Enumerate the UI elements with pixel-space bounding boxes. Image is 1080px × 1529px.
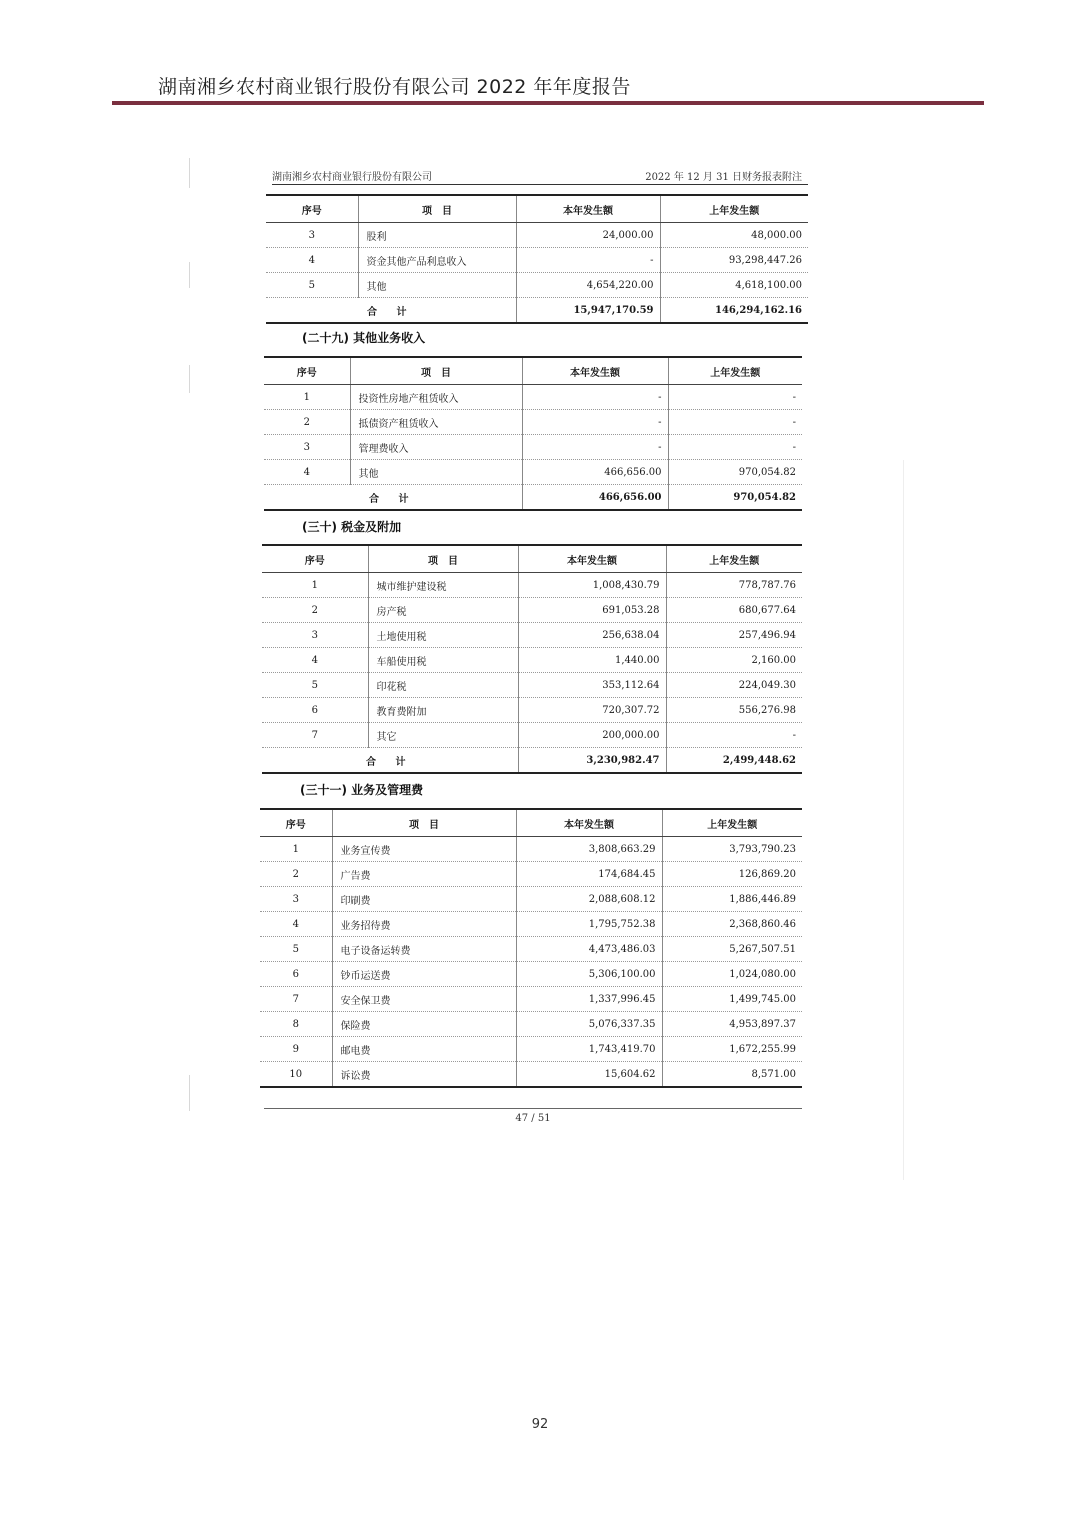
sheet-header	[272, 166, 808, 185]
row-item: 电子设备运转费	[332, 937, 516, 962]
table-row	[262, 698, 802, 723]
row-item: 投资性房地产租赁收入	[350, 385, 522, 410]
table-row	[262, 648, 802, 673]
row-prior: 4,618,100.00	[660, 273, 808, 298]
col-header-seq: 序号	[262, 545, 368, 573]
row-prior: 93,298,447.26	[660, 248, 808, 273]
row-seq: 3	[260, 887, 332, 912]
row-item: 广告费	[332, 862, 516, 887]
row-prior: 1,024,080.00	[662, 962, 802, 987]
row-current: 353,112.64	[518, 673, 666, 698]
row-seq: 2	[262, 598, 368, 623]
col-header-seq: 序号	[266, 195, 358, 223]
table-row	[262, 598, 802, 623]
row-seq: 3	[262, 623, 368, 648]
col-header-prior: 上年发生额	[668, 357, 802, 385]
row-prior: 680,677.64	[666, 598, 802, 623]
row-prior: 224,049.30	[666, 673, 802, 698]
table-row	[264, 460, 802, 485]
row-current: 256,638.04	[518, 623, 666, 648]
row-seq: 6	[262, 698, 368, 723]
row-item: 资金其他产品利息收入	[358, 248, 516, 273]
row-current: -	[522, 435, 668, 460]
report-header-title: 湖南湘乡农村商业银行股份有限公司 2022 年年度报告	[158, 76, 631, 98]
table-row	[260, 987, 802, 1012]
page-number: 92	[531, 1417, 549, 1432]
sheet-footer-rule	[264, 1108, 802, 1109]
row-current: 3,808,663.29	[516, 837, 662, 862]
table-business-admin-expenses	[260, 808, 802, 1088]
total-label: 合 计	[262, 748, 518, 774]
col-header-prior: 上年发生额	[666, 545, 802, 573]
row-prior: 4,953,897.37	[662, 1012, 802, 1037]
row-seq: 5	[266, 273, 358, 298]
section-title-business-admin-expenses: (三十一) 业务及管理费	[300, 783, 424, 797]
row-item: 抵债资产租赁收入	[350, 410, 522, 435]
sheet-page-indicator: 47 / 51	[515, 1113, 551, 1124]
total-row	[266, 298, 808, 324]
table-row	[260, 962, 802, 987]
row-current: 1,008,430.79	[518, 573, 666, 598]
row-current: 1,337,996.45	[516, 987, 662, 1012]
total-row	[262, 748, 802, 774]
row-prior: -	[666, 723, 802, 748]
table-row	[260, 862, 802, 887]
row-item: 土地使用税	[368, 623, 518, 648]
row-item: 业务宣传费	[332, 837, 516, 862]
row-item: 印刷费	[332, 887, 516, 912]
row-item: 安全保卫费	[332, 987, 516, 1012]
row-seq: 7	[260, 987, 332, 1012]
row-item: 其他	[350, 460, 522, 485]
row-prior: 8,571.00	[662, 1062, 802, 1088]
col-header-seq: 序号	[260, 809, 332, 837]
row-seq: 2	[264, 410, 350, 435]
row-current: -	[522, 385, 668, 410]
row-current: 5,306,100.00	[516, 962, 662, 987]
table-other-business-income	[264, 356, 802, 511]
table-investment-income-cont	[266, 194, 808, 324]
scan-edge-mark	[903, 460, 904, 1180]
table-row	[262, 673, 802, 698]
row-seq: 1	[260, 837, 332, 862]
row-item: 房产税	[368, 598, 518, 623]
row-seq: 4	[262, 648, 368, 673]
row-prior: 3,793,790.23	[662, 837, 802, 862]
scan-edge-mark	[189, 1075, 190, 1111]
scan-edge-mark	[189, 262, 190, 288]
row-current: 1,743,419.70	[516, 1037, 662, 1062]
section-title-other-business-income: (二十九) 其他业务收入	[302, 331, 426, 345]
row-current: 691,053.28	[518, 598, 666, 623]
table-row	[266, 273, 808, 298]
table-row	[260, 937, 802, 962]
row-seq: 9	[260, 1037, 332, 1062]
row-seq: 8	[260, 1012, 332, 1037]
row-seq: 4	[266, 248, 358, 273]
row-current: 15,604.62	[516, 1062, 662, 1088]
section-title-taxes-surcharges: (三十) 税金及附加	[302, 520, 402, 534]
col-header-item: 项 目	[332, 809, 516, 837]
row-prior: 126,869.20	[662, 862, 802, 887]
scan-edge-mark	[189, 365, 190, 393]
row-item: 保险费	[332, 1012, 516, 1037]
table-row	[260, 1062, 802, 1088]
row-current: -	[516, 248, 660, 273]
col-header-prior: 上年发生额	[662, 809, 802, 837]
row-prior: 48,000.00	[660, 223, 808, 248]
row-prior: 778,787.76	[666, 573, 802, 598]
row-prior: 1,886,446.89	[662, 887, 802, 912]
total-current: 3,230,982.47	[518, 748, 666, 774]
col-header-current: 本年发生额	[518, 545, 666, 573]
scanned-sheet	[258, 160, 808, 1132]
row-current: 466,656.00	[522, 460, 668, 485]
total-prior: 2,499,448.62	[666, 748, 802, 774]
table-row	[262, 573, 802, 598]
table-row	[264, 385, 802, 410]
row-seq: 3	[264, 435, 350, 460]
table-row	[260, 1012, 802, 1037]
row-seq: 5	[262, 673, 368, 698]
sheet-doc-title: 2022 年 12 月 31 日财务报表附注	[645, 172, 802, 183]
row-seq: 1	[264, 385, 350, 410]
row-prior: 556,276.98	[666, 698, 802, 723]
row-item: 其它	[368, 723, 518, 748]
total-label: 合 计	[266, 298, 516, 324]
row-item: 诉讼费	[332, 1062, 516, 1088]
row-prior: -	[668, 385, 802, 410]
row-current: 1,440.00	[518, 648, 666, 673]
total-label: 合 计	[264, 485, 522, 511]
row-item: 业务招待费	[332, 912, 516, 937]
total-prior: 146,294,162.16	[660, 298, 808, 324]
row-current: 4,473,486.03	[516, 937, 662, 962]
table-row	[262, 623, 802, 648]
table-row	[266, 223, 808, 248]
row-item: 城市维护建设税	[368, 573, 518, 598]
row-item: 股利	[358, 223, 516, 248]
table-row	[260, 837, 802, 862]
row-seq: 1	[262, 573, 368, 598]
report-header-rule	[112, 101, 984, 105]
table-row	[260, 912, 802, 937]
row-current: 24,000.00	[516, 223, 660, 248]
table-row	[264, 410, 802, 435]
row-seq: 2	[260, 862, 332, 887]
row-prior: -	[668, 410, 802, 435]
col-header-seq: 序号	[264, 357, 350, 385]
row-seq: 6	[260, 962, 332, 987]
row-prior: 2,160.00	[666, 648, 802, 673]
total-current: 466,656.00	[522, 485, 668, 511]
row-seq: 10	[260, 1062, 332, 1088]
row-prior: 1,499,745.00	[662, 987, 802, 1012]
row-item: 车船使用税	[368, 648, 518, 673]
col-header-prior: 上年发生额	[660, 195, 808, 223]
row-seq: 4	[260, 912, 332, 937]
col-header-current: 本年发生额	[516, 195, 660, 223]
table-row	[260, 887, 802, 912]
row-seq: 3	[266, 223, 358, 248]
col-header-item: 项 目	[368, 545, 518, 573]
row-item: 邮电费	[332, 1037, 516, 1062]
table-row	[262, 723, 802, 748]
row-current: 174,684.45	[516, 862, 662, 887]
row-prior: 2,368,860.46	[662, 912, 802, 937]
sheet-company: 湖南湘乡农村商业银行股份有限公司	[272, 172, 432, 183]
col-header-item: 项 目	[358, 195, 516, 223]
row-prior: 970,054.82	[668, 460, 802, 485]
row-prior: 1,672,255.99	[662, 1037, 802, 1062]
row-prior: 5,267,507.51	[662, 937, 802, 962]
col-header-item: 项 目	[350, 357, 522, 385]
row-current: 1,795,752.38	[516, 912, 662, 937]
col-header-current: 本年发生额	[516, 809, 662, 837]
table-taxes-surcharges	[262, 544, 802, 774]
row-current: 720,307.72	[518, 698, 666, 723]
col-header-current: 本年发生额	[522, 357, 668, 385]
row-prior: 257,496.94	[666, 623, 802, 648]
row-item: 管理费收入	[350, 435, 522, 460]
total-row	[264, 485, 802, 511]
row-seq: 7	[262, 723, 368, 748]
row-item: 教育费附加	[368, 698, 518, 723]
table-row	[266, 248, 808, 273]
row-current: 2,088,608.12	[516, 887, 662, 912]
row-item: 印花税	[368, 673, 518, 698]
scan-edge-mark	[189, 158, 190, 188]
row-item: 钞币运送费	[332, 962, 516, 987]
total-current: 15,947,170.59	[516, 298, 660, 324]
row-prior: -	[668, 435, 802, 460]
row-current: 4,654,220.00	[516, 273, 660, 298]
row-current: 5,076,337.35	[516, 1012, 662, 1037]
row-current: -	[522, 410, 668, 435]
row-item: 其他	[358, 273, 516, 298]
row-current: 200,000.00	[518, 723, 666, 748]
row-seq: 4	[264, 460, 350, 485]
table-row	[264, 435, 802, 460]
total-prior: 970,054.82	[668, 485, 802, 511]
table-row	[260, 1037, 802, 1062]
row-seq: 5	[260, 937, 332, 962]
